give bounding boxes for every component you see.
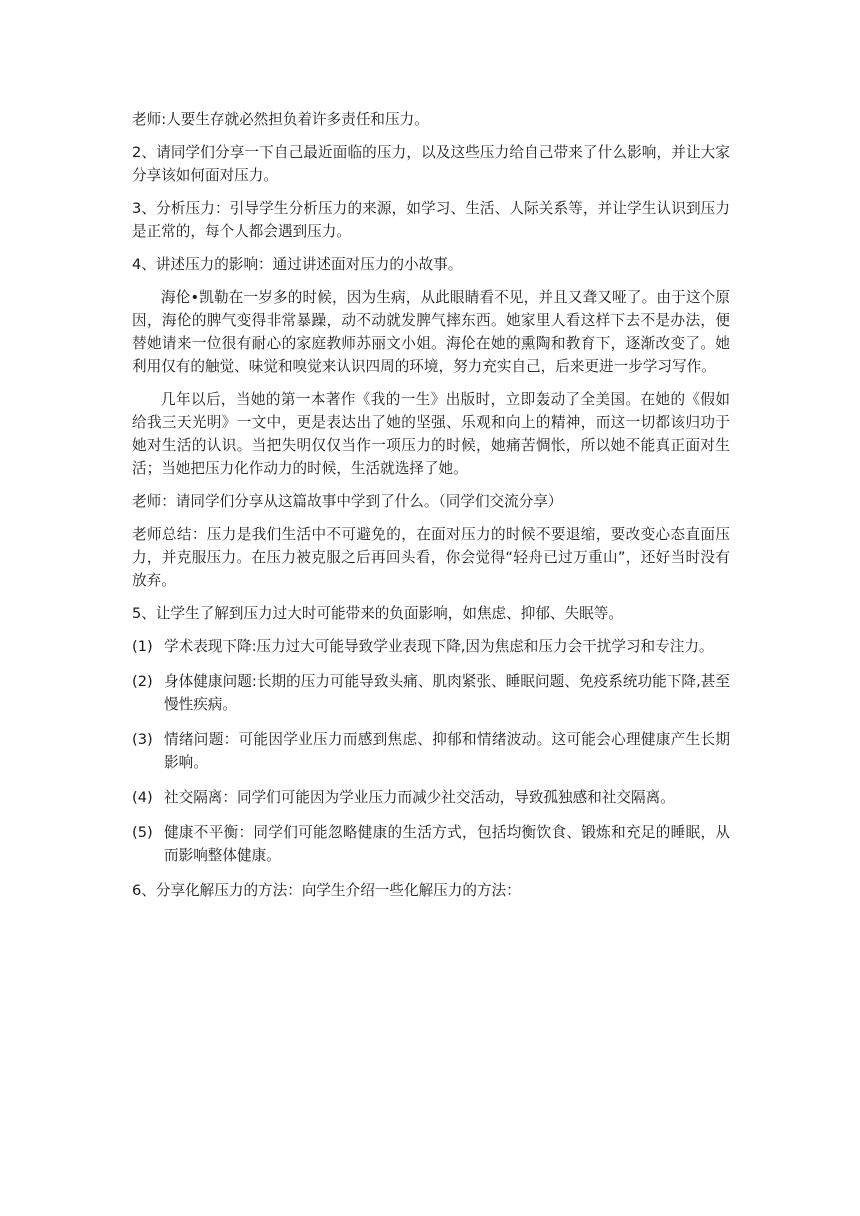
paragraph-story-1: 海伦•凯勒在一岁多的时候，因为生病，从此眼睛看不见，并且又聋又哑了。由于这个原因，海伦的脾气变得非常暴躁，动不动就发脾气摔东西。她家里人看这样下去不是办法，便替她请来一位很有耐心的家庭教师苏丽文小姐。海伦在她的熏陶和教育下，逐渐改变了。她利用仅有的触觉、味觉和嗅觉来认识四周的环境，努力充实自己，后来更进一步学习写作。 bbox=[132, 289, 730, 375]
paragraph-story-2: 几年以后，当她的第一本著作《我的一生》出版时，立即轰动了全美国。在她的《假如给我三天光明》一文中，更是表达出了她的坚强、乐观和向上的精神，而这一切都该归功于她对生活的认识。当把失明仅仅当作一项压力的时候，她痛苦惆怅，所以她不能真正面对生活；当她把压力化作动力的时候，生活就选择了她。 bbox=[132, 391, 730, 477]
list-item-text: 身体健康问题:长期的压力可能导致头痛、肌肉紧张、睡眠问题、免疫系统功能下降,甚至慢性疾病。 bbox=[164, 673, 730, 713]
list-item-number: (2) bbox=[132, 673, 153, 690]
list-item bbox=[132, 786, 730, 809]
paragraph-teacher-question: 老师：请同学们分享从这篇故事中学到了什么。（同学们交流分享） bbox=[132, 493, 563, 510]
list-item-text: 情绪问题：可能因学业压力而感到焦虑、抑郁和情绪波动。这可能会心理健康产生长期影响。 bbox=[164, 731, 730, 771]
document-body bbox=[132, 108, 730, 912]
list-item bbox=[132, 635, 730, 658]
paragraph-step-3: 3、分析压力：引导学生分析压力的来源，如学习、生活、人际关系等，并让学生认识到压力是正常的，每个人都会遇到压力。 bbox=[132, 200, 730, 240]
list-item bbox=[132, 670, 730, 716]
list-item-number: (4) bbox=[132, 789, 153, 806]
paragraph-teacher-summary: 老师总结：压力是我们生活中不可避免的，在面对压力的时候不要退缩，要改变心态直面压力，并克服压力。在压力被克服之后再回头看，你会觉得“轻舟已过万重山”，还好当时没有放弃。 bbox=[132, 526, 730, 589]
list-item-number: (5) bbox=[132, 824, 153, 841]
list-item-text: 学术表现下降:压力过大可能导致学业表现下降,因为焦虑和压力会干扰学习和专注力。 bbox=[164, 638, 714, 655]
list-item-text: 社交隔离：同学们可能因为学业压力而减少社交活动，导致孤独感和社交隔离。 bbox=[164, 789, 675, 806]
paragraph-step-5: 5、让学生了解到压力过大时可能带来的负面影响，如焦虑、抑郁、失眠等。 bbox=[132, 605, 623, 622]
list-item-number: (1) bbox=[132, 638, 153, 655]
list-item-number: (3) bbox=[132, 731, 153, 748]
paragraph-teacher-intro: 老师:人要生存就必然担负着许多责任和压力。 bbox=[132, 111, 429, 128]
list-item bbox=[132, 728, 730, 774]
list-item-text: 健康不平衡：同学们可能忽略健康的生活方式，包括均衡饮食、锻炼和充足的睡眠，从而影响整体健康。 bbox=[164, 824, 730, 864]
paragraph-step-2: 2、请同学们分享一下自己最近面临的压力，以及这些压力给自己带来了什么影响，并让大家分享该如何面对压力。 bbox=[132, 144, 730, 184]
list-item bbox=[132, 821, 730, 867]
paragraph-step-6: 6、分享化解压力的方法：向学生介绍一些化解压力的方法： bbox=[132, 882, 521, 899]
paragraph-step-4: 4、讲述压力的影响：通过讲述面对压力的小故事。 bbox=[132, 256, 463, 273]
